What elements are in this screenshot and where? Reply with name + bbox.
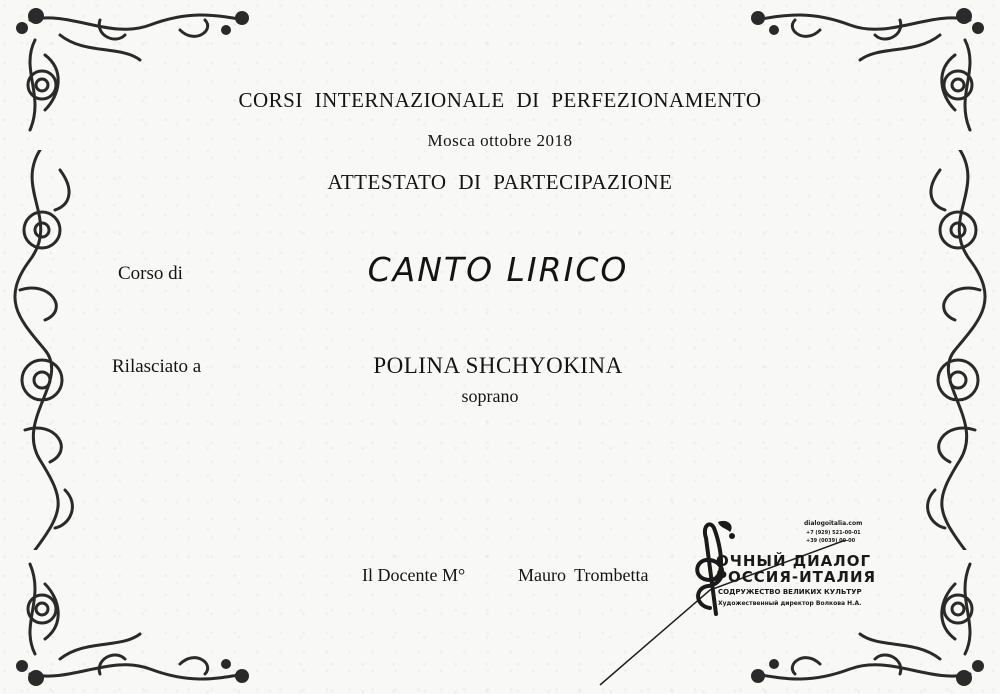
attestation-heading: ATTESTATO DI PARTECIPAZIONE	[327, 170, 673, 194]
stamp-line-1: ОЧНЫЙ ДИАЛОГ	[716, 552, 872, 570]
stamp-subline: СОДРУЖЕСТВО ВЕЛИКИХ КУЛЬТУР	[718, 588, 862, 596]
teacher-name: Mauro Trombetta	[518, 565, 649, 585]
side-ornament-right	[905, 150, 1000, 550]
course-label: Corso di	[118, 263, 183, 284]
issued-to-label: Rilasciato a	[112, 356, 202, 377]
student-name: POLINA SHCHYOKINA	[373, 353, 623, 378]
teacher-label: Il Docente M°	[362, 565, 466, 585]
stamp-phone-1: +7 (929) 521-00-01	[806, 530, 861, 536]
certificate-title: CORSI INTERNAZIONALE DI PERFEZIONAMENTO	[238, 88, 762, 112]
stamp-phone-2: +39 (0039) 00-00	[806, 538, 856, 544]
side-ornament-left	[0, 150, 95, 550]
place-date: Mosca ottobre 2018	[427, 131, 573, 150]
corner-ornament-top-left	[0, 0, 260, 150]
corner-ornament-bottom-left	[0, 544, 260, 694]
stamp-line-2: РОССИЯ-ИТАЛИЯ	[716, 568, 877, 586]
stamp-website: dialogoitalia.com	[804, 520, 863, 527]
corner-ornament-top-right	[740, 0, 1000, 150]
voice-type: soprano	[461, 386, 519, 406]
stamp-director: Художественный директор Волкова Н.А.	[718, 600, 862, 607]
course-name: CANTO LIRICO	[367, 250, 629, 289]
organization-stamp	[678, 512, 910, 622]
